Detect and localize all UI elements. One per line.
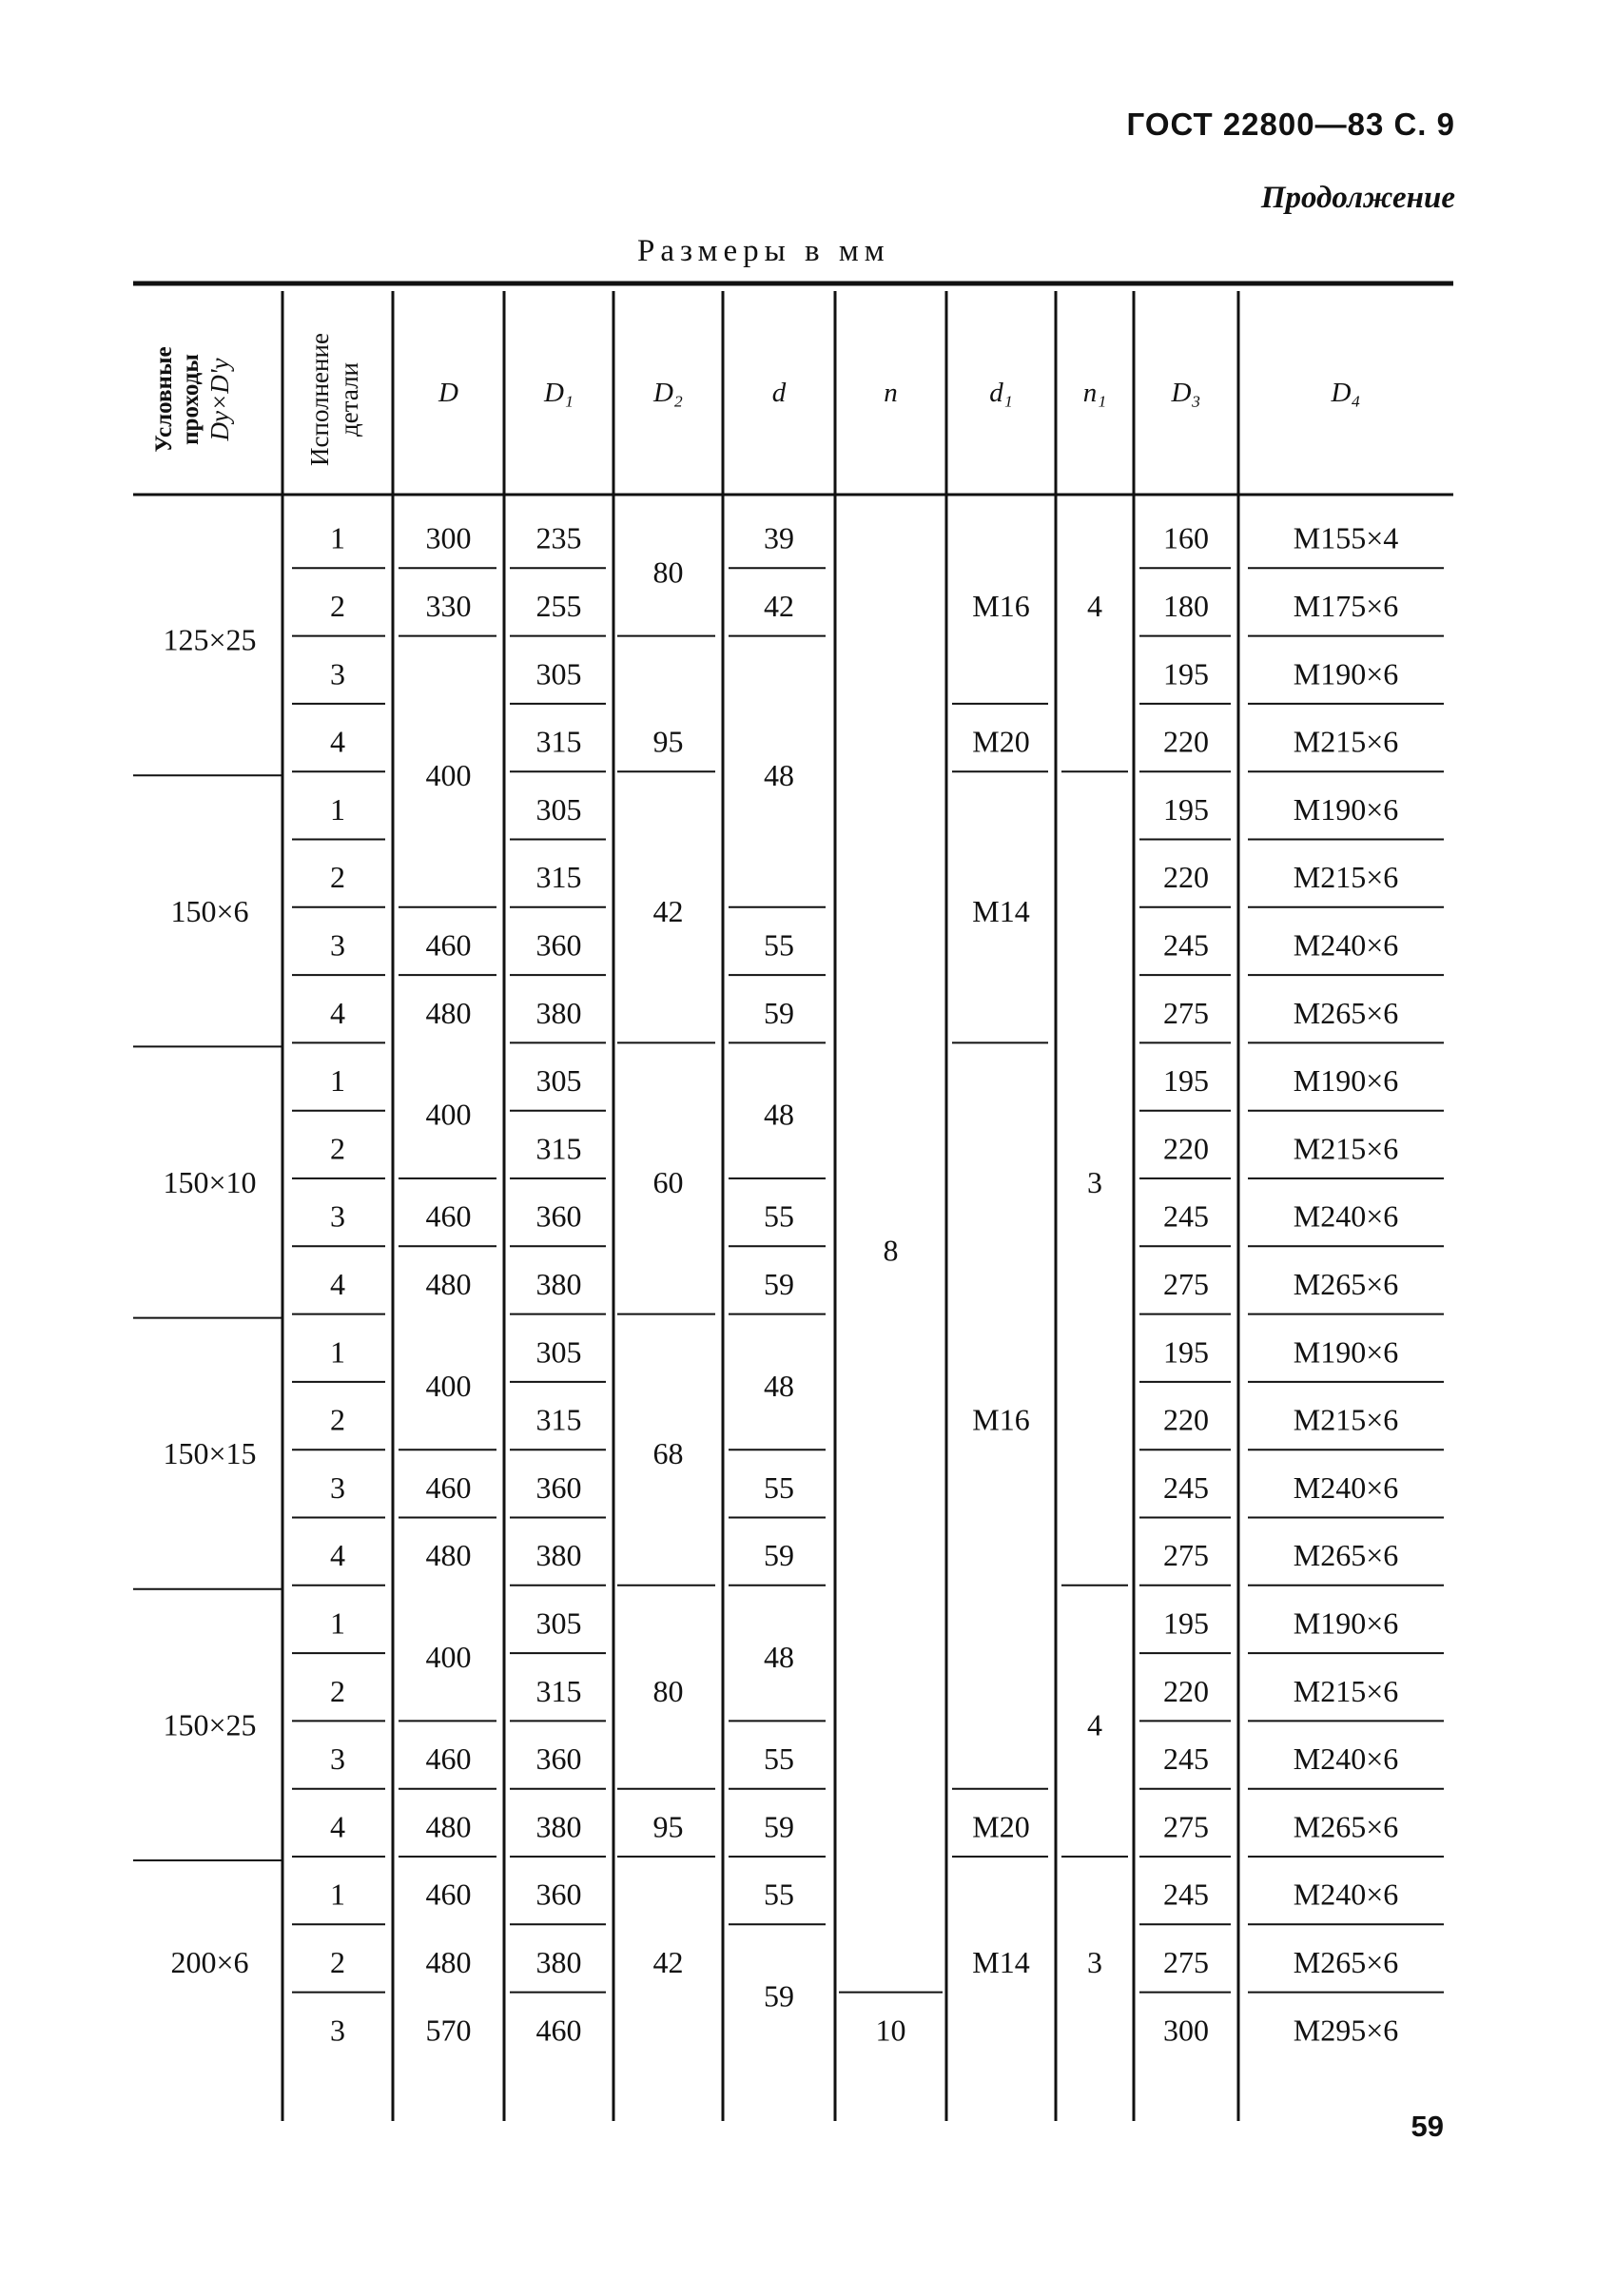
cell-D: 480 <box>425 1944 472 1979</box>
cell-d1: M16 <box>972 1402 1030 1437</box>
cell-D3: 180 <box>1163 588 1209 623</box>
document-title: ГОСТ 22800—83 С. 9 <box>1126 107 1455 142</box>
cell-D3: 300 <box>1163 2013 1209 2048</box>
cell-D4: M265×6 <box>1293 995 1399 1030</box>
cell-D3: 245 <box>1163 1877 1209 1912</box>
header-passage: проходы <box>178 354 204 445</box>
cell-D4: M155×4 <box>1293 520 1399 555</box>
cell-D3: 245 <box>1163 1469 1209 1505</box>
header-d1: d₁ <box>989 378 1013 408</box>
cell-D4: M215×6 <box>1293 1131 1399 1166</box>
cell-D3: 195 <box>1163 791 1209 827</box>
cell-d: 55 <box>764 1741 794 1777</box>
cell-d: 48 <box>764 1640 794 1675</box>
cell-D3: 275 <box>1163 995 1209 1030</box>
cell-D3: 245 <box>1163 927 1209 963</box>
cell-d1: M14 <box>972 1944 1030 1979</box>
cell-D2: 95 <box>652 724 684 759</box>
cell-D4: M240×6 <box>1293 1198 1399 1234</box>
cell-D4: M265×6 <box>1293 1944 1399 1979</box>
cell-D2: 95 <box>652 1809 684 1844</box>
page-number: 59 <box>1411 2110 1444 2143</box>
cell-D: 330 <box>425 588 472 623</box>
cell-D3: 275 <box>1163 1538 1209 1573</box>
cell-D4: M190×6 <box>1293 791 1399 827</box>
cell-D4: M215×6 <box>1293 1673 1399 1708</box>
cell-variant: 4 <box>330 1538 345 1573</box>
cell-d: 59 <box>764 1538 794 1573</box>
cell-D: 480 <box>425 1266 472 1301</box>
cell-d: 55 <box>764 927 794 963</box>
cell-D4: M190×6 <box>1293 1063 1399 1099</box>
cell-D: 570 <box>425 2013 472 2048</box>
cell-variant: 3 <box>330 1469 345 1505</box>
cell-D3: 195 <box>1163 1063 1209 1099</box>
cell-D1: 360 <box>535 1198 582 1234</box>
cell-variant: 3 <box>330 1741 345 1777</box>
cell-D4: M215×6 <box>1293 860 1399 895</box>
cell-D: 460 <box>425 1741 472 1777</box>
cell-D1: 380 <box>535 1809 582 1844</box>
cell-D1: 305 <box>535 1605 582 1641</box>
cell-D1: 305 <box>535 1063 582 1099</box>
cell-D3: 245 <box>1163 1198 1209 1234</box>
cell-D1: 380 <box>535 995 582 1030</box>
cell-d1: M20 <box>972 1809 1030 1844</box>
cell-n: 10 <box>875 2013 906 2048</box>
cell-D: 480 <box>425 1809 472 1844</box>
cell-variant: 3 <box>330 2013 345 2048</box>
cell-D4: M190×6 <box>1293 1334 1399 1370</box>
cell-variant: 3 <box>330 1198 345 1234</box>
cell-D: 300 <box>425 520 472 555</box>
cell-passage: 200×6 <box>170 1944 249 1979</box>
cell-variant: 2 <box>330 1131 345 1166</box>
cell-variant: 4 <box>330 724 345 759</box>
cell-D1: 315 <box>535 1131 582 1166</box>
cell-D4: M265×6 <box>1293 1266 1399 1301</box>
cell-D1: 235 <box>535 520 582 555</box>
cell-D4: M190×6 <box>1293 1605 1399 1641</box>
cell-D1: 360 <box>535 1469 582 1505</box>
cell-d: 55 <box>764 1469 794 1505</box>
cell-passage: 150×6 <box>170 893 249 928</box>
cell-variant: 2 <box>330 1402 345 1437</box>
header-D4: D₄ <box>1331 378 1361 408</box>
units-caption: Размеры в мм <box>637 234 890 268</box>
cell-D2: 68 <box>652 1436 684 1471</box>
cell-D1: 315 <box>535 1673 582 1708</box>
cell-d1: M16 <box>972 588 1030 623</box>
cell-variant: 1 <box>330 520 345 555</box>
cell-d: 55 <box>764 1198 794 1234</box>
cell-n1: 4 <box>1087 588 1102 623</box>
cell-D1: 315 <box>535 1402 582 1437</box>
cell-D1: 380 <box>535 1944 582 1979</box>
cell-D3: 245 <box>1163 1741 1209 1777</box>
cell-variant: 1 <box>330 1605 345 1641</box>
header-passage: Dy×D'y <box>205 358 234 441</box>
cell-D3: 220 <box>1163 860 1209 895</box>
cell-D: 460 <box>425 1877 472 1912</box>
cell-d: 59 <box>764 1809 794 1844</box>
cell-D3: 275 <box>1163 1266 1209 1301</box>
cell-variant: 3 <box>330 656 345 691</box>
cell-variant: 2 <box>330 860 345 895</box>
cell-d1: M20 <box>972 724 1030 759</box>
header-d: d <box>771 378 787 408</box>
cell-D1: 360 <box>535 927 582 963</box>
cell-d: 39 <box>764 520 794 555</box>
cell-D4: M240×6 <box>1293 1469 1399 1505</box>
cell-variant: 1 <box>330 1334 345 1370</box>
cell-D1: 305 <box>535 791 582 827</box>
cell-D3: 160 <box>1163 520 1209 555</box>
cell-n: 8 <box>883 1233 899 1268</box>
header-variant: детали <box>335 362 363 437</box>
cell-D1: 315 <box>535 724 582 759</box>
cell-D3: 195 <box>1163 656 1209 691</box>
cell-D3: 220 <box>1163 1402 1209 1437</box>
header-D: D <box>438 378 458 408</box>
cell-D4: M265×6 <box>1293 1809 1399 1844</box>
cell-D1: 305 <box>535 1334 582 1370</box>
cell-variant: 2 <box>330 1944 345 1979</box>
cell-d: 48 <box>764 758 794 793</box>
cell-D-merged: 400 <box>425 758 472 793</box>
cell-d: 59 <box>764 1266 794 1301</box>
cell-D1: 315 <box>535 860 582 895</box>
cell-D1: 460 <box>535 2013 582 2048</box>
cell-D-merged: 400 <box>425 1640 472 1675</box>
cell-D-merged: 400 <box>425 1097 472 1132</box>
cell-D2: 42 <box>652 1944 684 1979</box>
cell-D4: M215×6 <box>1293 1402 1399 1437</box>
cell-D3: 220 <box>1163 724 1209 759</box>
cell-D1: 305 <box>535 656 582 691</box>
cell-D3: 220 <box>1163 1131 1209 1166</box>
cell-D4: M175×6 <box>1293 588 1399 623</box>
header-D1: D₁ <box>543 378 574 408</box>
cell-variant: 1 <box>330 791 345 827</box>
cell-D: 460 <box>425 927 472 963</box>
cell-variant: 3 <box>330 927 345 963</box>
cell-passage: 125×25 <box>163 622 257 657</box>
cell-variant: 4 <box>330 995 345 1030</box>
cell-variant: 1 <box>330 1063 345 1099</box>
cell-D1: 255 <box>535 588 582 623</box>
cell-variant: 2 <box>330 588 345 623</box>
cell-D: 460 <box>425 1469 472 1505</box>
header-D2: D₂ <box>652 378 684 408</box>
header-passage: Условные <box>151 346 177 453</box>
cell-D: 480 <box>425 995 472 1030</box>
cell-D4: M240×6 <box>1293 927 1399 963</box>
header-n: n <box>884 378 898 408</box>
cell-D-merged: 400 <box>425 1368 472 1403</box>
cell-D4: M240×6 <box>1293 1741 1399 1777</box>
cell-D2: 80 <box>652 555 684 590</box>
cell-D1: 360 <box>535 1741 582 1777</box>
cell-passage: 150×25 <box>163 1707 257 1742</box>
continuation-label: Продолжение <box>1260 181 1455 215</box>
cell-passage: 150×10 <box>163 1165 257 1199</box>
cell-D: 460 <box>425 1198 472 1234</box>
cell-D4: M265×6 <box>1293 1538 1399 1573</box>
cell-variant: 1 <box>330 1877 345 1912</box>
cell-D3: 195 <box>1163 1605 1209 1641</box>
cell-D2: 42 <box>652 893 684 928</box>
cell-n1: 3 <box>1087 1944 1102 1979</box>
cell-n1: 3 <box>1087 1165 1102 1199</box>
cell-D1: 380 <box>535 1538 582 1573</box>
cell-d: 59 <box>764 995 794 1030</box>
cell-d: 42 <box>764 588 794 623</box>
cell-D2: 60 <box>652 1165 684 1199</box>
cell-D3: 220 <box>1163 1673 1209 1708</box>
cell-D3: 275 <box>1163 1809 1209 1844</box>
cell-D1: 380 <box>535 1266 582 1301</box>
cell-D4: M215×6 <box>1293 724 1399 759</box>
cell-n1: 4 <box>1087 1707 1102 1742</box>
header-variant: Исполнение <box>305 333 334 466</box>
cell-D4: M240×6 <box>1293 1877 1399 1912</box>
cell-D4: M190×6 <box>1293 656 1399 691</box>
cell-d: 55 <box>764 1877 794 1912</box>
cell-D1: 360 <box>535 1877 582 1912</box>
cell-D: 480 <box>425 1538 472 1573</box>
cell-variant: 2 <box>330 1673 345 1708</box>
cell-passage: 150×15 <box>163 1436 257 1471</box>
cell-d: 59 <box>764 1978 794 2014</box>
cell-variant: 4 <box>330 1266 345 1301</box>
header-D3: D₃ <box>1171 378 1201 408</box>
cell-D4: M295×6 <box>1293 2013 1399 2048</box>
cell-d: 48 <box>764 1097 794 1132</box>
cell-d1: M14 <box>972 893 1030 928</box>
cell-D3: 275 <box>1163 1944 1209 1979</box>
cell-variant: 4 <box>330 1809 345 1844</box>
cell-D3: 195 <box>1163 1334 1209 1370</box>
header-n1: n₁ <box>1082 378 1107 408</box>
cell-D2: 80 <box>652 1673 684 1708</box>
cell-d: 48 <box>764 1368 794 1403</box>
